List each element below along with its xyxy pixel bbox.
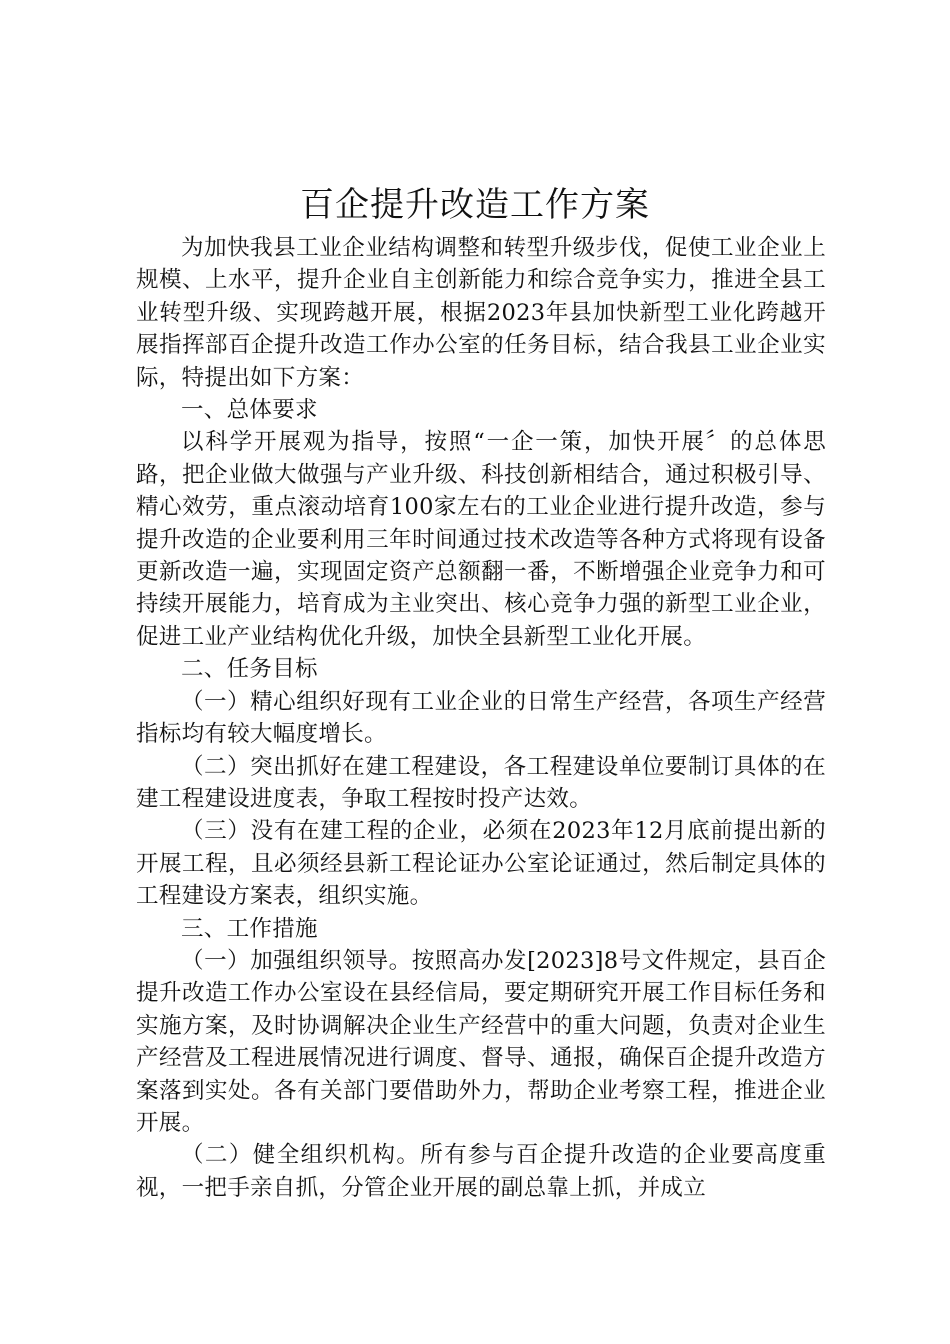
section-heading-general-requirements: 一、总体要求 (181, 397, 318, 424)
work-measure-item-2: （二）健全组织机构。所有参与百企提升改造的企业要高度重视，一把手亲自抓，分管企业开展的副总靠上抓，并成立 (136, 1142, 826, 1201)
task-goal-item-3: （三）没有在建工程的企业，必须在2023年12月底前提出新的开展工程，且必须经县新工程论证办公室论证通过，然后制定具体的工程建设方案表，组织实施。 (136, 818, 826, 910)
work-measure-item-1: （一）加强组织领导。按照高办发[2023]8号文件规定，县百企提升改造工作办公室设在县经信局，要定期研究开展工作目标任务和实施方案，及时协调解决企业生产经营中的重大问题，负责对企业生产经营及工程进展情况进行调度、督导、通报，确保百企提升改造方案落到实处。各有关部门要借助外力，帮助企业考察工程，推进企业开展。 (136, 947, 826, 1136)
task-goal-item-1: （一）精心组织好现有工业企业的日常生产经营，各项生产经营指标均有较大幅度增长。 (136, 688, 826, 748)
general-requirements-paragraph: 以科学开展观为指导，按照“一企一策，加快开展〞的总体思路，把企业做大做强与产业升级、科技创新相结合，通过积极引导、精心效劳，重点滚动培育100家左右的工业企业进行提升改造，参与提升改造的企业要利用三年时间通过技术改造等各种方式将现有设备更新改造一遍，实现固定资产总额翻一番，不断增强企业竞争力和可持续开展能力，培育成为主业突出、核心竞争力强的新型工业企业，促进工业产业结构优化升级，加快全县新型工业化开展。 (136, 429, 826, 650)
section-heading-task-goals: 二、任务目标 (181, 656, 318, 683)
intro-paragraph: 为加快我县工业企业结构调整和转型升级步伐，促使工业企业上规模、上水平，提升企业自主创新能力和综合竞争实力，推进全县工业转型升级、实现跨越开展，根据2023年县加快新型工业化跨越开展指挥部百企提升改造工作办公室的任务目标，结合我县工业企业实际，特提出如下方案： (136, 235, 826, 391)
section-heading-work-measures: 三、工作措施 (181, 915, 318, 942)
document-body (136, 232, 826, 1204)
document-title: 百企提升改造工作方案 (300, 185, 650, 225)
task-goal-item-2: （二）突出抓好在建工程建设，各工程建设单位要制订具体的在建工程建设进度表，争取工程按时投产达效。 (136, 753, 826, 812)
